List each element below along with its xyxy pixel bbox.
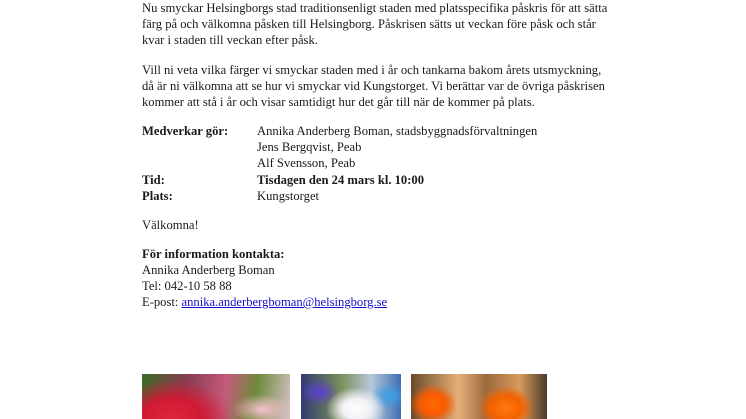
- photo-red-feathers: [142, 374, 290, 419]
- photo-orange-feathers: [411, 374, 547, 419]
- tid-value: Tisdagen den 24 mars kl. 10:00: [257, 173, 425, 187]
- plats-label: Plats:: [142, 189, 173, 203]
- contact-heading: För information kontakta:: [142, 247, 285, 261]
- participant-2: Jens Bergqvist, Peab: [257, 140, 362, 154]
- plats-value: Kungstorget: [257, 189, 320, 203]
- welcome-text: Välkomna!: [142, 218, 199, 232]
- participant-3: Alf Svensson, Peab: [257, 156, 356, 170]
- intro-paragraph-2: Vill ni veta vilka färger vi smyckar staden med i år och tankarna bakom årets utsmyckning, då är ni välkomna att se hur vi smyckar vid Kungstorget. Vi berättar var de övriga påskrisen kommer att stå i år och visar samtidigt hur det går till när de kommer på plats.: [142, 63, 605, 110]
- contact-name: Annika Anderberg Boman: [142, 263, 275, 277]
- email-link[interactable]: annika.anderbergboman@helsingborg.se: [181, 295, 388, 309]
- email-prefix: E-post:: [142, 295, 182, 309]
- participant-1: Annika Anderberg Boman, stadsbyggnadsförvaltningen: [257, 124, 538, 138]
- intro-paragraph-1: Nu smyckar Helsingborgs stad traditionsenligt staden med platsspecifika påskris för att sätta färg på och välkomna påsken till Helsingborg. Påskrisen sätts ut veckan före påsk och står kvar i staden till veckan efter påsk.: [142, 1, 608, 48]
- tid-label: Tid:: [142, 173, 165, 187]
- medverkar-label: Medverkar gör:: [142, 124, 229, 138]
- photo-white-feathers: [301, 374, 401, 419]
- contact-phone: Tel: 042-10 58 88: [142, 279, 232, 293]
- contact-email-row: [142, 294, 387, 310]
